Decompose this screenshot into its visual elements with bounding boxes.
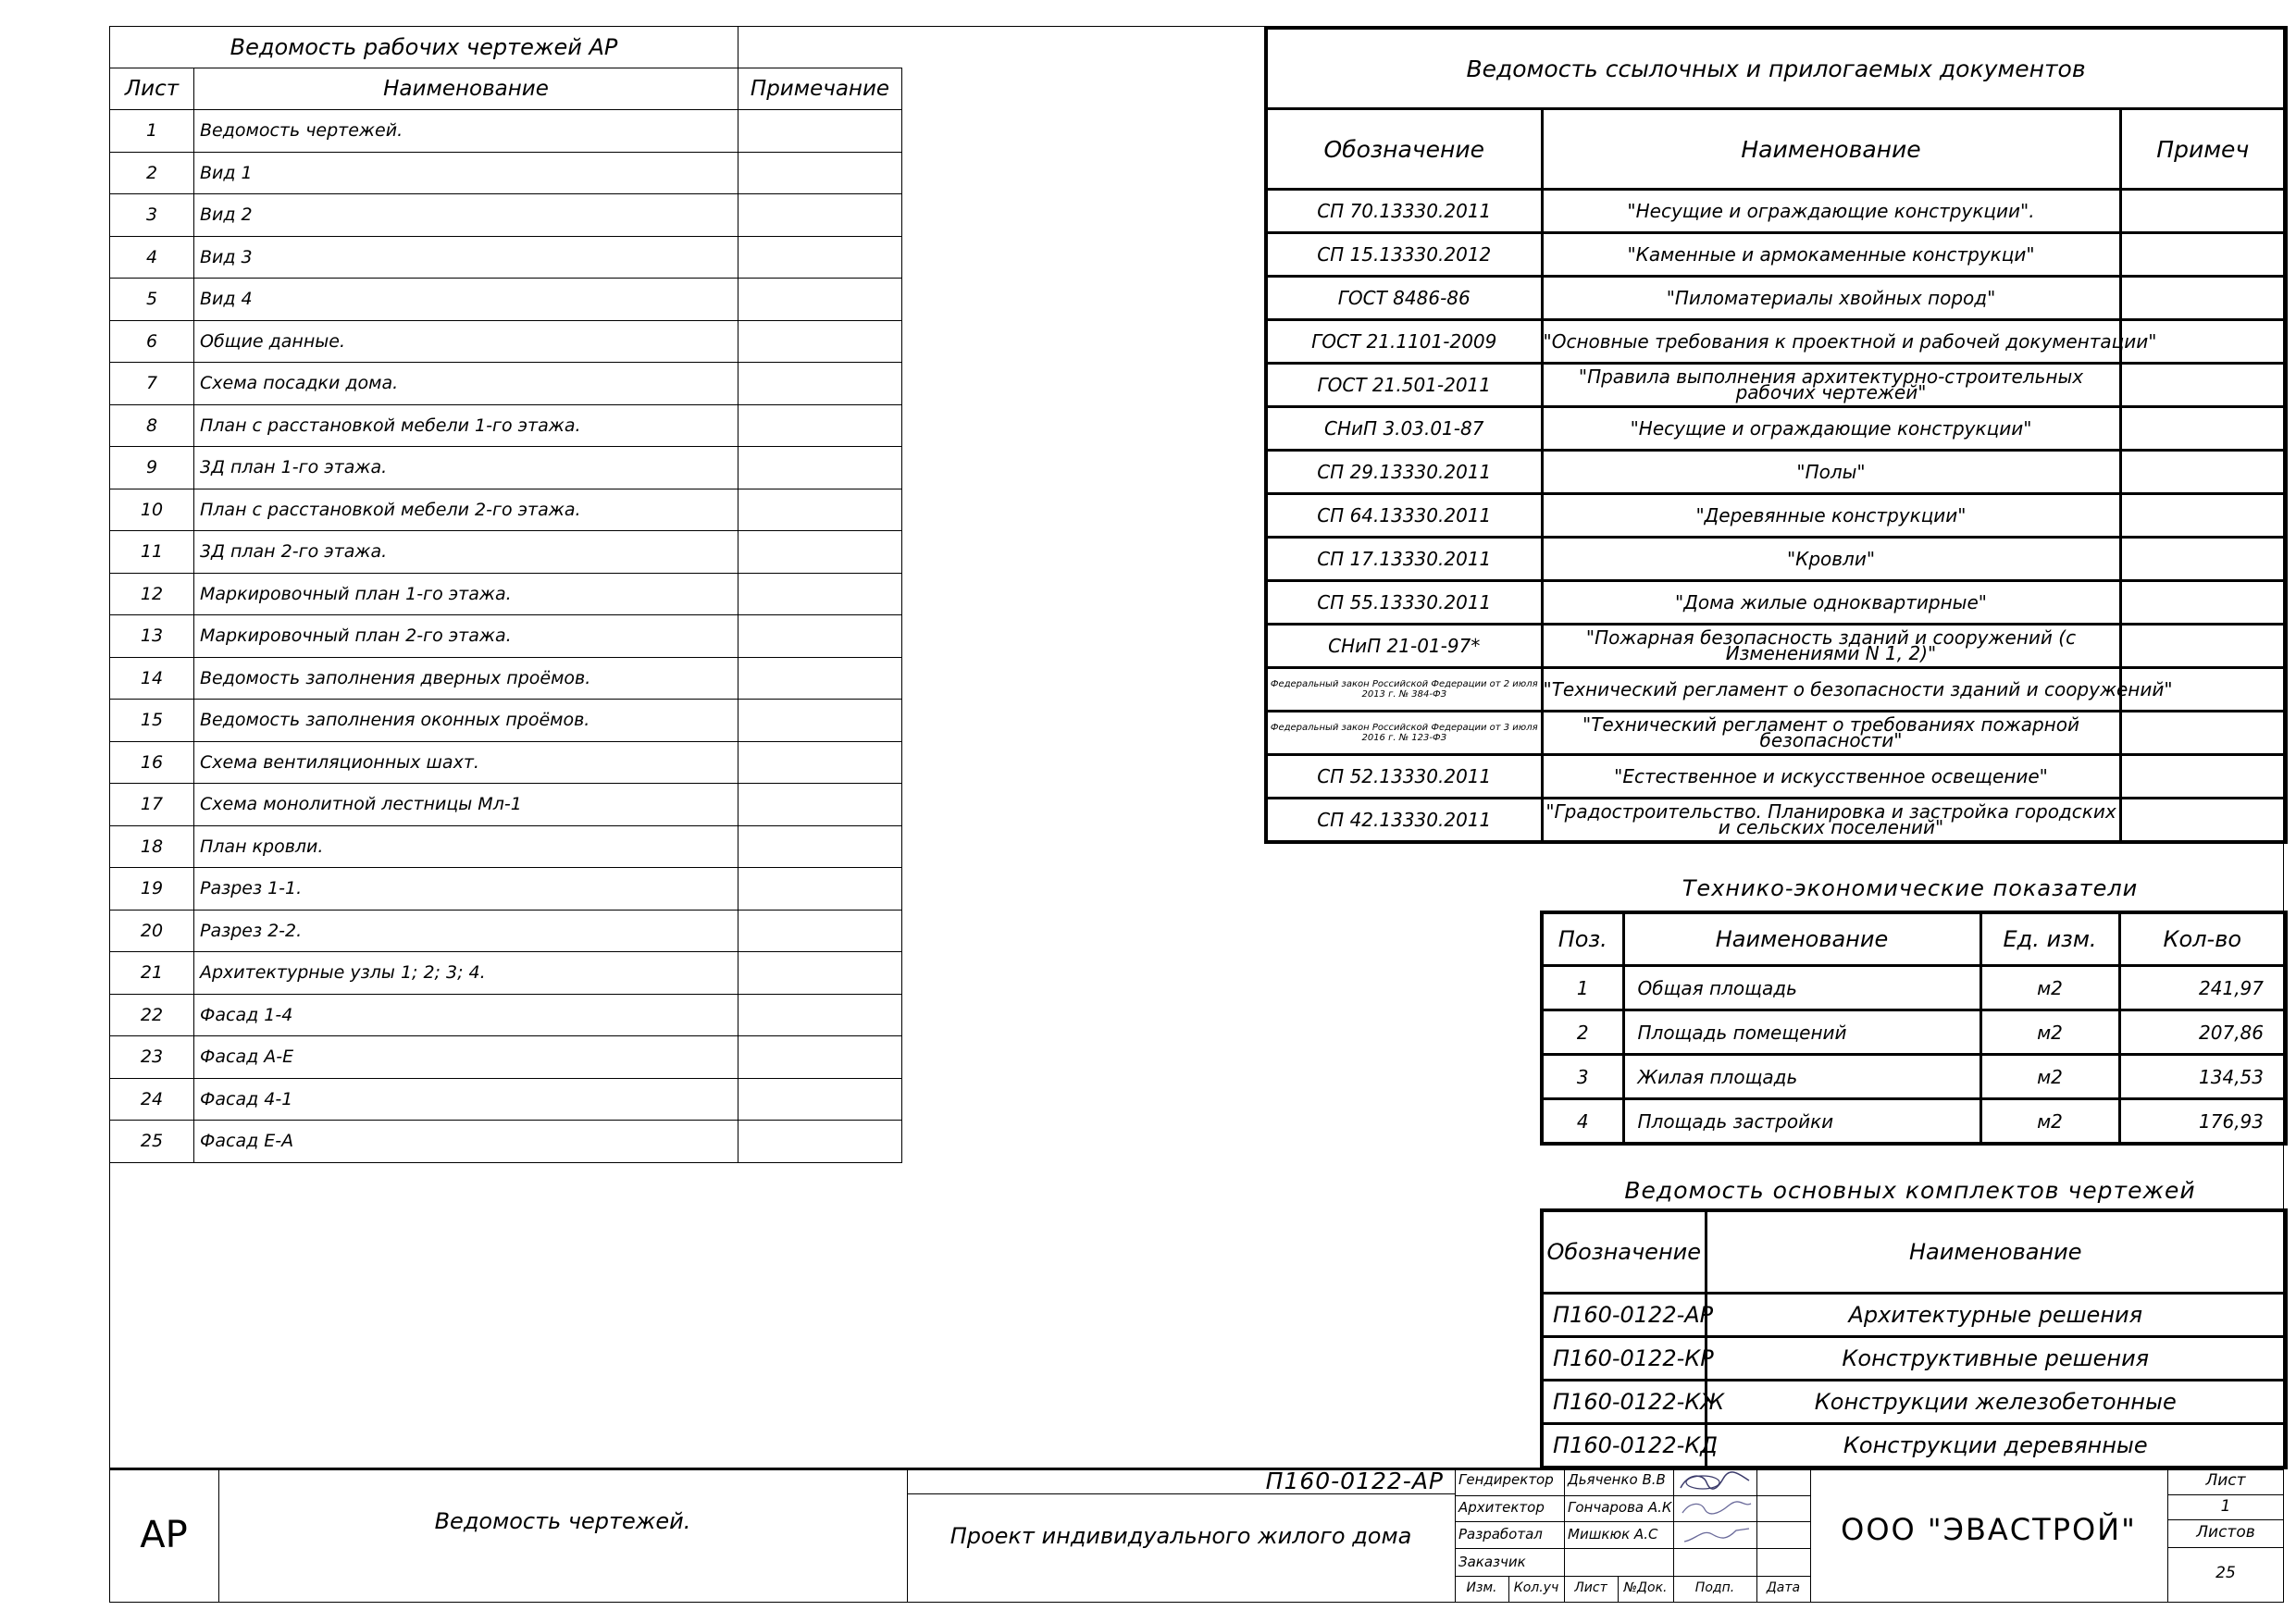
- indicator-qty: 241,97: [2119, 966, 2286, 1010]
- table-row: [110, 784, 902, 826]
- sheet-number: 18: [110, 825, 194, 868]
- col-sheet: Лист: [1574, 1580, 1607, 1595]
- table-row: [110, 741, 902, 784]
- sheet-name: План кровли.: [194, 825, 738, 868]
- table-row: [1266, 364, 2286, 407]
- set-name: Конструкции деревянные: [1706, 1424, 2286, 1468]
- table-row: [110, 363, 902, 405]
- project-title: Проект индивидуального жилого дома: [949, 1523, 1412, 1549]
- sheet-title: Ведомость чертежей.: [434, 1508, 691, 1534]
- sheet-name: Ведомость заполнения оконных проёмов.: [194, 700, 738, 742]
- table-row: [110, 1036, 902, 1079]
- sheet-note: [738, 615, 902, 658]
- doc-code: СП 52.13330.2011: [1266, 755, 1542, 799]
- doc-code: СП 42.13330.2011: [1266, 799, 1542, 843]
- sheet-name: 3Д план 2-го этажа.: [194, 531, 738, 574]
- col-doc: №Док.: [1623, 1580, 1668, 1595]
- header-pos: Поз.: [1542, 912, 1623, 966]
- sheet-number: 1: [2220, 1497, 2231, 1516]
- sheet-number: 10: [110, 489, 194, 531]
- header-name: Наименование: [1542, 109, 2120, 190]
- table-row: [110, 1078, 902, 1121]
- sheet-name: Фасад 4-1: [194, 1078, 738, 1121]
- col-date: Дата: [1766, 1580, 1801, 1595]
- table-row: [1266, 320, 2286, 364]
- indicator-name: Площадь помещений: [1623, 1010, 1980, 1055]
- drawings-list-body: [110, 110, 902, 1163]
- doc-code: СНиП 3.03.01-87: [1266, 407, 1542, 451]
- indicator-qty: 176,93: [2119, 1099, 2286, 1145]
- doc-code: Федеральный закон Российской Федерации от 2 июля 2013 г. № 384-ФЗ: [1266, 668, 1542, 712]
- table-row: [110, 489, 902, 531]
- doc-code: ГОСТ 21.1101-2009: [1266, 320, 1542, 364]
- indicator-pos: 2: [1542, 1010, 1623, 1055]
- table-row: [110, 152, 902, 194]
- sheet-note: [738, 363, 902, 405]
- doc-name: "Основные требования к проектной и рабочей документации": [1542, 320, 2120, 364]
- sheet-note: [738, 825, 902, 868]
- table-row: [1542, 1424, 2286, 1468]
- doc-note: [2120, 190, 2286, 233]
- doc-code: ГОСТ 8486-86: [1266, 277, 1542, 320]
- table-row: [1266, 668, 2286, 712]
- doc-name: "Кровли": [1542, 538, 2120, 581]
- sheet-name: Схема вентиляционных шахт.: [194, 741, 738, 784]
- sheet-number: 4: [110, 236, 194, 279]
- table-row: [1266, 233, 2286, 277]
- table-row: [110, 447, 902, 489]
- sheet-name: Маркировочный план 2-го этажа.: [194, 615, 738, 658]
- section-code: АР: [140, 1514, 188, 1556]
- sheet-number: 12: [110, 573, 194, 615]
- sheet-note: [738, 279, 902, 321]
- table-row: [110, 110, 902, 153]
- table-row: [110, 236, 902, 279]
- sheet-number: 6: [110, 320, 194, 363]
- doc-code: Федеральный закон Российской Федерации от 3 июля 2016 г. № 123-ФЗ: [1266, 712, 1542, 755]
- sheet-name: Ведомость чертежей.: [194, 110, 738, 153]
- sheet-note: [738, 489, 902, 531]
- sheet-note: [738, 784, 902, 826]
- sheet-name: План с расстановкой мебели 1-го этажа.: [194, 404, 738, 447]
- sheet-note: [738, 152, 902, 194]
- role-person: Гончарова А.К: [1568, 1499, 1672, 1516]
- signature-architect: [1675, 1496, 1755, 1520]
- sheet-name: Маркировочный план 1-го этажа.: [194, 573, 738, 615]
- sheet-label: Лист: [2205, 1471, 2246, 1490]
- indicators-title: Технико-экономические показатели: [1682, 875, 2139, 901]
- table-row: [1266, 277, 2286, 320]
- sheet-name: Разрез 2-2.: [194, 910, 738, 952]
- set-name: Архитектурные решения: [1706, 1294, 2286, 1337]
- company-name: ООО "ЭВАСТРОЙ": [1841, 1512, 2137, 1547]
- indicator-qty: 207,86: [2119, 1010, 2286, 1055]
- role-person: Мишкюк А.С: [1568, 1526, 1658, 1542]
- sheet-name: План с расстановкой мебели 2-го этажа.: [194, 489, 738, 531]
- role-label: Разработал: [1458, 1526, 1543, 1542]
- col-qty: Кол.уч: [1513, 1580, 1559, 1595]
- table-row: [110, 910, 902, 952]
- sheet-note: [738, 404, 902, 447]
- table-row: [1266, 538, 2286, 581]
- role-label: Гендиректор: [1458, 1471, 1554, 1488]
- indicator-name: Жилая площадь: [1623, 1055, 1980, 1099]
- set-code: П160-0122-АР: [1542, 1294, 1706, 1337]
- main-sets-table: [1540, 1208, 2288, 1469]
- doc-note: [2120, 755, 2286, 799]
- set-name: Конструктивные решения: [1706, 1337, 2286, 1381]
- doc-note: [2120, 538, 2286, 581]
- sheet-note: [738, 194, 902, 237]
- header-unit: Ед. изм.: [1980, 912, 2119, 966]
- document-code: П160-0122-АР: [1265, 1468, 1444, 1494]
- sheet-number: 8: [110, 404, 194, 447]
- header-name: Наименование: [1623, 912, 1980, 966]
- main-sets-title: Ведомость основных комплектов чертежей: [1624, 1177, 2196, 1204]
- sheet-number: 24: [110, 1078, 194, 1121]
- sheet-number: 17: [110, 784, 194, 826]
- sheet-name: Ведомость заполнения дверных проёмов.: [194, 657, 738, 700]
- doc-code: СНиП 21-01-97*: [1266, 625, 1542, 668]
- table-row: [1542, 1381, 2286, 1424]
- table-row: [1266, 755, 2286, 799]
- doc-name: "Дома жилые одноквартирные": [1542, 581, 2120, 625]
- sheet-number: 1: [110, 110, 194, 153]
- drawings-list-table: [109, 26, 902, 1163]
- table-row: [1542, 1294, 2286, 1337]
- table-row: [110, 700, 902, 742]
- table-row: [1542, 1099, 2286, 1145]
- header-note: Примеч: [2120, 109, 2286, 190]
- table-row: [110, 825, 902, 868]
- header-sheet: Лист: [110, 68, 194, 110]
- table-row: [110, 194, 902, 237]
- indicator-name: Площадь застройки: [1623, 1099, 1980, 1145]
- sheet-number: 7: [110, 363, 194, 405]
- sheet-name: Вид 3: [194, 236, 738, 279]
- doc-name: "Несущие и ограждающие конструкции": [1542, 407, 2120, 451]
- sheet-note: [738, 910, 902, 952]
- sheet-note: [738, 1078, 902, 1121]
- doc-code: СП 55.13330.2011: [1266, 581, 1542, 625]
- indicator-unit: м2: [1980, 1010, 2119, 1055]
- sheet-name: Схема посадки дома.: [194, 363, 738, 405]
- table-row: [110, 952, 902, 995]
- sheet-name: Фасад Е-А: [194, 1121, 738, 1163]
- sheet-number: 19: [110, 868, 194, 911]
- table-row: [110, 1121, 902, 1163]
- header-qty: Кол-во: [2119, 912, 2286, 966]
- reference-docs-table: [1264, 26, 2288, 844]
- table-row: [110, 573, 902, 615]
- table-row: [110, 657, 902, 700]
- table-row: [1266, 581, 2286, 625]
- table-row: [1266, 799, 2286, 843]
- sheet-number: 5: [110, 279, 194, 321]
- doc-name: "Пиломатериалы хвойных пород": [1542, 277, 2120, 320]
- table-row: [110, 404, 902, 447]
- signature-developer: [1675, 1523, 1755, 1547]
- sheet-note: [738, 573, 902, 615]
- sheet-name: Архитектурные узлы 1; 2; 3; 4.: [194, 952, 738, 995]
- sheet-number: 21: [110, 952, 194, 995]
- doc-note: [2120, 451, 2286, 494]
- indicators-body: [1542, 966, 2286, 1145]
- sheets-total: 25: [2215, 1564, 2236, 1582]
- role-label: Заказчик: [1458, 1554, 1526, 1570]
- header-code: Обозначение: [1266, 109, 1542, 190]
- sheet-note: [738, 1036, 902, 1079]
- set-code: П160-0122-КД: [1542, 1424, 1706, 1468]
- sheet-note: [738, 531, 902, 574]
- sheet-note: [738, 700, 902, 742]
- doc-note: [2120, 407, 2286, 451]
- table-row: [110, 868, 902, 911]
- indicator-qty: 134,53: [2119, 1055, 2286, 1099]
- sheet-note: [738, 320, 902, 363]
- doc-name: "Несущие и ограждающие конструкции".: [1542, 190, 2120, 233]
- indicator-pos: 1: [1542, 966, 1623, 1010]
- indicator-pos: 3: [1542, 1055, 1623, 1099]
- sheet-note: [738, 657, 902, 700]
- doc-name: "Каменные и армокаменные конструкци": [1542, 233, 2120, 277]
- table-row: [1266, 190, 2286, 233]
- indicators-table: [1540, 911, 2288, 1146]
- doc-note: [2120, 581, 2286, 625]
- table-row: [1266, 625, 2286, 668]
- table-row: [1266, 712, 2286, 755]
- header-code: Обозначение: [1542, 1210, 1706, 1294]
- set-name: Конструкции железобетонные: [1706, 1381, 2286, 1424]
- sheet-note: [738, 110, 902, 153]
- sheet-name: Схема монолитной лестницы Мл-1: [194, 784, 738, 826]
- table-row: [110, 615, 902, 658]
- header-note: Примечание: [738, 68, 902, 110]
- sheet-number: 16: [110, 741, 194, 784]
- sheet-name: 3Д план 1-го этажа.: [194, 447, 738, 489]
- table-row: [1266, 451, 2286, 494]
- signature-director: [1675, 1469, 1755, 1495]
- doc-code: СП 15.13330.2012: [1266, 233, 1542, 277]
- table-row: [1542, 1055, 2286, 1099]
- doc-note: [2120, 625, 2286, 668]
- sheet-name: Вид 1: [194, 152, 738, 194]
- sheet-number: 11: [110, 531, 194, 574]
- set-code: П160-0122-КЖ: [1542, 1381, 1706, 1424]
- sheets-label: Листов: [2196, 1523, 2255, 1542]
- role-label: Архитектор: [1458, 1499, 1545, 1516]
- table-row: [110, 531, 902, 574]
- sheet-name: Вид 4: [194, 279, 738, 321]
- table-row: [1542, 1010, 2286, 1055]
- sheet-note: [738, 741, 902, 784]
- doc-note: [2120, 364, 2286, 407]
- sheet-name: Фасад 1-4: [194, 994, 738, 1036]
- doc-code: СП 29.13330.2011: [1266, 451, 1542, 494]
- reference-docs-title: Ведомость ссылочных и прилогаемых документов: [1266, 28, 2286, 109]
- header-name: Наименование: [194, 68, 738, 110]
- doc-name: "Полы": [1542, 451, 2120, 494]
- doc-code: СП 70.13330.2011: [1266, 190, 1542, 233]
- doc-name: "Технический регламент о безопасности зданий и сооружений": [1542, 668, 2120, 712]
- sheet-number: 14: [110, 657, 194, 700]
- indicator-unit: м2: [1980, 1099, 2119, 1145]
- doc-code: ГОСТ 21.501-2011: [1266, 364, 1542, 407]
- sheet-name: Вид 2: [194, 194, 738, 237]
- indicator-unit: м2: [1980, 1055, 2119, 1099]
- doc-name: "Технический регламент о требованиях пожарной безопасности": [1542, 712, 2120, 755]
- sheet-number: 23: [110, 1036, 194, 1079]
- table-row: [1266, 407, 2286, 451]
- sheet-note: [738, 447, 902, 489]
- sheet-number: 15: [110, 700, 194, 742]
- sheet-number: 3: [110, 194, 194, 237]
- table-row: [110, 320, 902, 363]
- col-sign: Подп.: [1694, 1580, 1735, 1595]
- doc-note: [2120, 233, 2286, 277]
- indicator-name: Общая площадь: [1623, 966, 1980, 1010]
- header-name: Наименование: [1706, 1210, 2286, 1294]
- doc-name: "Деревянные конструкции": [1542, 494, 2120, 538]
- table-row: [110, 994, 902, 1036]
- sheet-number: 2: [110, 152, 194, 194]
- drawings-list-title: Ведомость рабочих чертежей АР: [110, 27, 738, 68]
- indicator-pos: 4: [1542, 1099, 1623, 1145]
- role-person: Дьяченко В.В: [1568, 1471, 1666, 1488]
- sheet-note: [738, 994, 902, 1036]
- sheet-note: [738, 236, 902, 279]
- sheet-number: 9: [110, 447, 194, 489]
- doc-note: [2120, 712, 2286, 755]
- table-row: [1542, 1337, 2286, 1381]
- sheet-number: 22: [110, 994, 194, 1036]
- doc-name: "Градостроительство. Планировка и застройка городских и сельских поселений": [1542, 799, 2120, 843]
- doc-note: [2120, 494, 2286, 538]
- sheet-note: [738, 868, 902, 911]
- sheet-number: 13: [110, 615, 194, 658]
- main-sets-body: [1542, 1294, 2286, 1468]
- doc-code: СП 64.13330.2011: [1266, 494, 1542, 538]
- table-row: [1542, 966, 2286, 1010]
- set-code: П160-0122-КР: [1542, 1337, 1706, 1381]
- doc-note: [2120, 277, 2286, 320]
- doc-code: СП 17.13330.2011: [1266, 538, 1542, 581]
- sheet-name: Фасад А-Е: [194, 1036, 738, 1079]
- sheet-name: Общие данные.: [194, 320, 738, 363]
- sheet-note: [738, 952, 902, 995]
- doc-name: "Естественное и искусственное освещение": [1542, 755, 2120, 799]
- doc-name: "Правила выполнения архитектурно-строительных рабочих чертежей": [1542, 364, 2120, 407]
- sheet-number: 25: [110, 1121, 194, 1163]
- doc-name: "Пожарная безопасность зданий и сооружений (с Изменениями N 1, 2)": [1542, 625, 2120, 668]
- doc-note: [2120, 799, 2286, 843]
- sheet-number: 20: [110, 910, 194, 952]
- table-row: [110, 279, 902, 321]
- table-row: [1266, 494, 2286, 538]
- sheet-note: [738, 1121, 902, 1163]
- reference-docs-body: [1266, 190, 2286, 843]
- sheet-name: Разрез 1-1.: [194, 868, 738, 911]
- col-change: Изм.: [1466, 1580, 1497, 1595]
- indicator-unit: м2: [1980, 966, 2119, 1010]
